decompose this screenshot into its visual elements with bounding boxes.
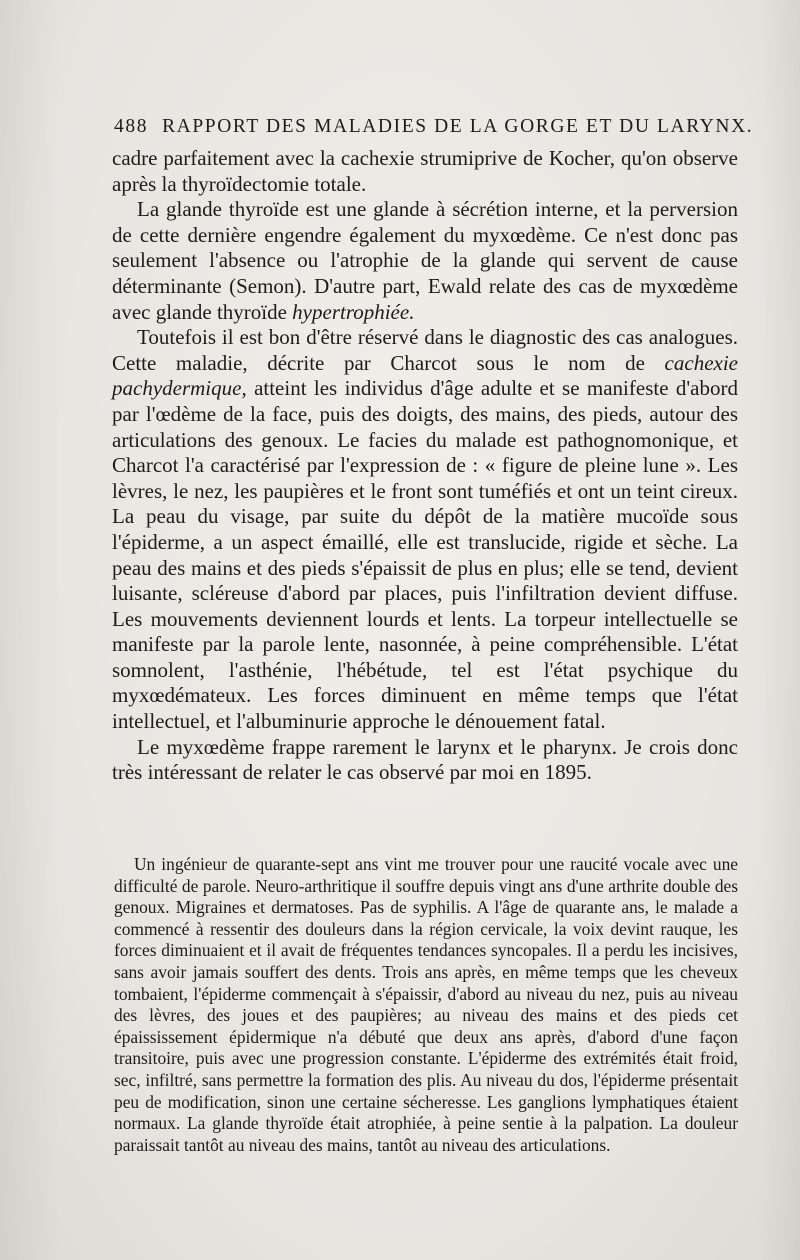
running-header: [114, 116, 754, 138]
paragraph-3: [112, 325, 738, 735]
page-shadow-left: [0, 0, 60, 1260]
paragraph-3-italic: cachexie pachydermique: [112, 350, 738, 401]
main-text: [112, 146, 738, 786]
paragraph-2-text: La glande thyroïde est une glande à sécrétion interne, et la perversion de cette dernière engendre également du myxœdème. Ce n'est donc pas seulement l'absence ou l'atrophie de la glande qui servent de cause déterminante (Semon). D'autre part, Ewald relate des cas de myxœdème avec glande thyroïde: [112, 197, 738, 324]
paragraph-4: Le myxœdème frappe rarement le larynx et le pharynx. Je crois donc très intéressant de relater le cas observé par moi en 1895.: [112, 734, 738, 785]
paragraph-3-text-a: Toutefois il est bon d'être réservé dans le diagnostic des cas analogues. Cette maladie, décrite par Charcot sous le nom de: [112, 325, 738, 375]
case-report-paragraph: Un ingénieur de quarante-sept ans vint me trouver pour une raucité vocale avec une difficulté de parole. Neuro-arthritique il souffre depuis vingt ans d'une arthrite double des genoux. Migraines et dermatoses. Pas de syphilis. A l'âge de quarante ans, le malade a commencé à ressentir des douleurs dans la région cervicale, la voix devint rauque, les forces diminuaient et il avait de fréquentes tendances syncopales. Il a perdu les incisives, sans avoir jamais souffert des dents. Trois ans après, en même temps que les cheveux tombaient, l'épiderme commençait à s'épaissir, d'abord au niveau du nez, puis au niveau des lèvres, des joues et des paupières; au niveau des mains et des pieds cet épaississement épidermique n'a débuté que deux ans après, d'abord d'une façon transitoire, puis avec une progression constante. L'épiderme des extrémités était froid, sec, infiltré, sans permettre la formation des plis. Au niveau du dos, l'épiderme présentait peu de modification, sinon une certaine sécheresse. Les ganglions lymphatiques étaient normaux. La glande thyroïde était atrophiée, à peine sentie à la palpation. La douleur paraissait tantôt au niveau des mains, tantôt au niveau des articulations.: [114, 854, 738, 1155]
paragraph-1: cadre parfaitement avec la cachexie strumiprive de Kocher, qu'on observe après la thyroïdectomie totale.: [112, 146, 738, 196]
paragraph-3-text-b: , atteint les individus d'âge adulte et se manifeste d'abord par l'œdème de la face, puis des doigts, des mains, des pieds, autour des articulations des genoux. Le facies du malade est pathognomonique, et Charcot l'a caractérisé par l'expression de : « figure de pleine lune ». Les lèvres, le nez, les paupières et le front sont tuméfiés et ont un teint cireux. La peau du visage, par suite du dépôt de la matière mucoïde sous l'épiderme, a un aspect émaillé, elle est translucide, rigide et sèche. La peau des mains et des pieds s'épaissit de plus en plus; elle se tend, devient luisante, scléreuse d'abord par places, puis l'infiltration devient diffuse. Les mouvements deviennent lourds et lents. La torpeur intellectuelle se manifeste par la parole lente, nasonnée, à peine compréhensible. L'état somnolent, l'asthénie, l'hébétude, tel est l'état psychique du myxœdémateux. Les forces diminuent en même temps que l'état intellectuel, et l'albuminurie approche le dénouement fatal.: [112, 376, 738, 734]
running-title: RAPPORT DES MALADIES DE LA GORGE ET DU LARYNX.: [162, 116, 754, 137]
case-report: [114, 854, 738, 1156]
paragraph-2-italic: hypertrophiée.: [292, 299, 415, 324]
page-number: 488: [114, 116, 149, 137]
page-shadow-right: [760, 0, 800, 1260]
paragraph-2: [112, 197, 738, 325]
